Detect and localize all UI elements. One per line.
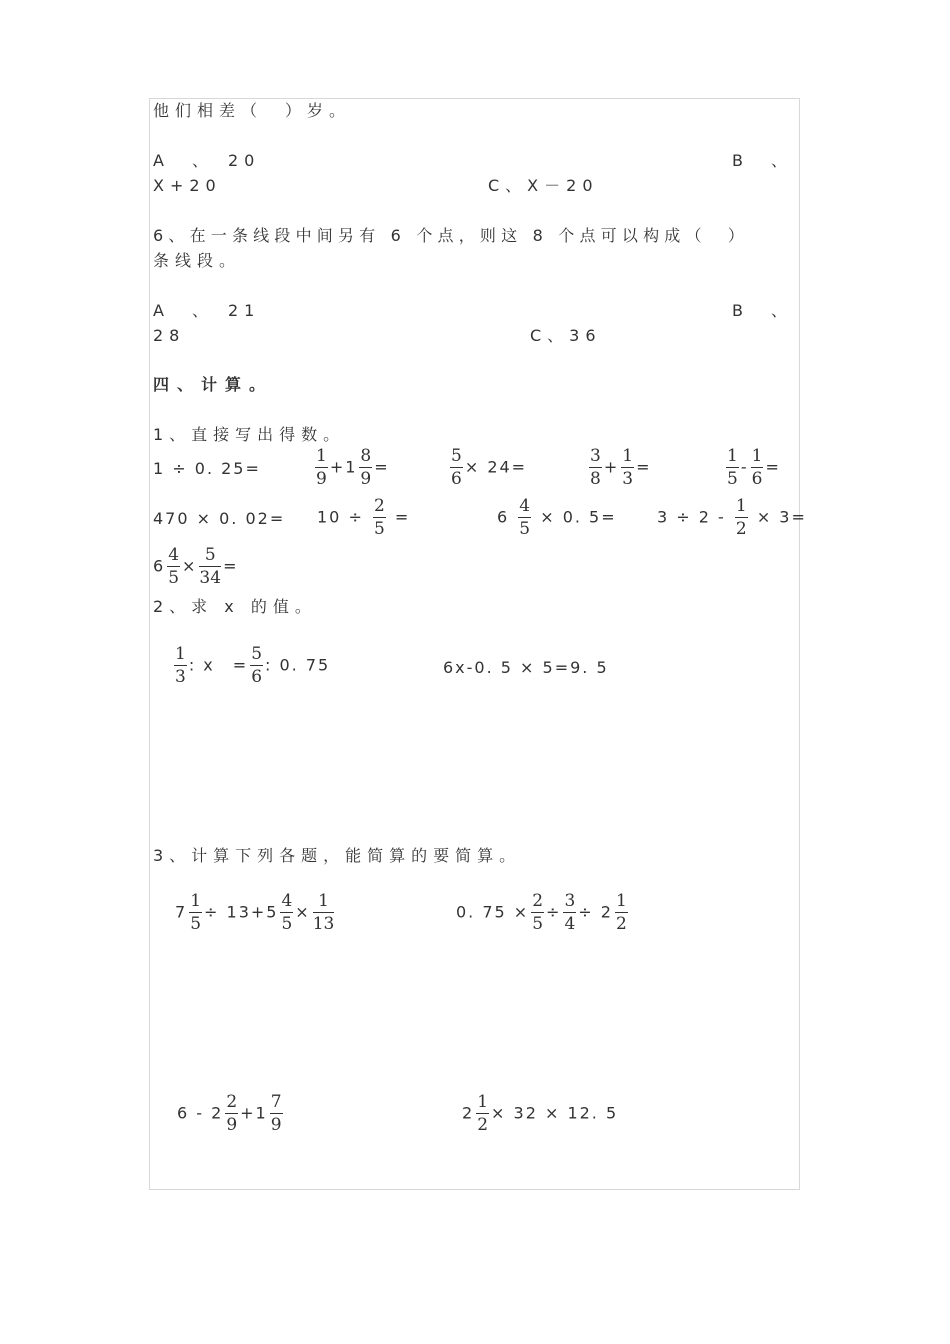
fraction: $\frac{4}{5}$ bbox=[519, 496, 531, 539]
q5-option-b-value: X+20 bbox=[153, 176, 222, 195]
sub3-problem-2: 0. 75 × $\frac{2}{5}$ ÷ $\frac{3}{4}$ ÷ 2 $\frac{1}{2}$ bbox=[456, 891, 627, 934]
sub1-expr-4: $\frac{3}{8}$ + $\frac{1}{3}$ = bbox=[590, 446, 652, 489]
fraction: $\frac{8}{9}$ bbox=[360, 446, 372, 489]
sub1-expr-7: 10 ÷ $\frac{2}{5}$ = bbox=[317, 496, 411, 539]
fraction: $\frac{2}{9}$ bbox=[226, 1092, 238, 1135]
fraction: $\frac{2}{5}$ bbox=[373, 496, 385, 539]
fraction: $\frac{1}{2}$ bbox=[615, 891, 627, 934]
fraction: $\frac{1}{5}$ bbox=[190, 891, 202, 934]
sub2-title: 2、求 x 的值。 bbox=[153, 597, 317, 616]
fraction: $\frac{4}{5}$ bbox=[168, 545, 180, 588]
q5-tail-text: 他们相差（ ）岁。 bbox=[153, 101, 352, 120]
sub1-expr-9: 3 ÷ 2 - $\frac{1}{2}$ × 3= bbox=[657, 496, 807, 539]
q5-option-c: C、X－20 bbox=[488, 176, 599, 195]
fraction: $\frac{5}{6}$ bbox=[451, 446, 462, 489]
section-4-heading: 四、计算。 bbox=[153, 375, 274, 394]
fraction: $\frac{1}{13}$ bbox=[312, 891, 335, 934]
fraction: $\frac{4}{5}$ bbox=[281, 891, 293, 934]
sub1-expr-5: $\frac{1}{5}$ - $\frac{1}{6}$ = bbox=[727, 446, 781, 489]
fraction: $\frac{1}{9}$ bbox=[316, 446, 327, 489]
fraction: $\frac{1}{2}$ bbox=[735, 496, 747, 539]
sub3-problem-1: 7 $\frac{1}{5}$ ÷ 13+5 $\frac{4}{5}$ × $\frac{1}{13}$ bbox=[175, 891, 335, 934]
q6-line2: 条线段。 bbox=[153, 251, 242, 270]
fraction: $\frac{1}{2}$ bbox=[477, 1092, 489, 1135]
fraction: $\frac{5}{6}$ bbox=[251, 644, 263, 687]
q6-option-b: B 、 bbox=[732, 301, 793, 320]
sub1-expr-8: 6 $\frac{4}{5}$ × 0. 5= bbox=[497, 496, 617, 539]
fraction: $\frac{7}{9}$ bbox=[270, 1092, 282, 1135]
fraction: $\frac{5}{34}$ bbox=[199, 545, 222, 588]
fraction: $\frac{1}{6}$ bbox=[751, 446, 763, 489]
sub1-expr-2: $\frac{1}{9}$ +1 $\frac{8}{9}$ = bbox=[316, 446, 390, 489]
q5-option-b: B 、 bbox=[732, 151, 793, 170]
fraction: $\frac{2}{5}$ bbox=[532, 891, 544, 934]
sub1-expr-3: $\frac{5}{6}$ × 24= bbox=[451, 446, 528, 489]
fraction: $\frac{1}{3}$ bbox=[175, 644, 186, 687]
sub2-equation-2: 6x-0. 5 × 5=9. 5 bbox=[443, 658, 609, 677]
q6-option-c: C、36 bbox=[530, 326, 602, 345]
sub1-expr-10: 6 $\frac{4}{5}$ × $\frac{5}{34}$ = bbox=[153, 545, 239, 588]
sub1-expr-1: 1 ÷ 0. 25= bbox=[153, 459, 261, 478]
sub3-title: 3、计算下列各题，能简算的要简算。 bbox=[153, 846, 522, 865]
sub3-problem-4: 2 $\frac{1}{2}$ × 32 × 12. 5 bbox=[462, 1092, 619, 1135]
fraction: $\frac{1}{3}$ bbox=[622, 446, 634, 489]
fraction: $\frac{3}{8}$ bbox=[590, 446, 601, 489]
q5-option-a: A 、 20 bbox=[153, 151, 261, 170]
sub1-title: 1、直接写出得数。 bbox=[153, 425, 346, 444]
page-frame bbox=[149, 98, 800, 1190]
fraction: $\frac{3}{4}$ bbox=[564, 891, 576, 934]
fraction: $\frac{1}{5}$ bbox=[727, 446, 738, 489]
sub3-problem-3: 6 - 2 $\frac{2}{9}$ +1 $\frac{7}{9}$ bbox=[177, 1092, 282, 1135]
q6-line1: 6、在一条线段中间另有 6 个点，则这 8 个点可以构成（ ） bbox=[153, 226, 750, 245]
sub1-expr-6: 470 × 0. 02= bbox=[153, 509, 286, 528]
q6-option-b-value: 28 bbox=[153, 326, 186, 345]
sub2-equation-1: $\frac{1}{3}$ : x = $\frac{5}{6}$ : 0. 75 bbox=[175, 644, 331, 687]
q6-option-a: A 、 21 bbox=[153, 301, 261, 320]
